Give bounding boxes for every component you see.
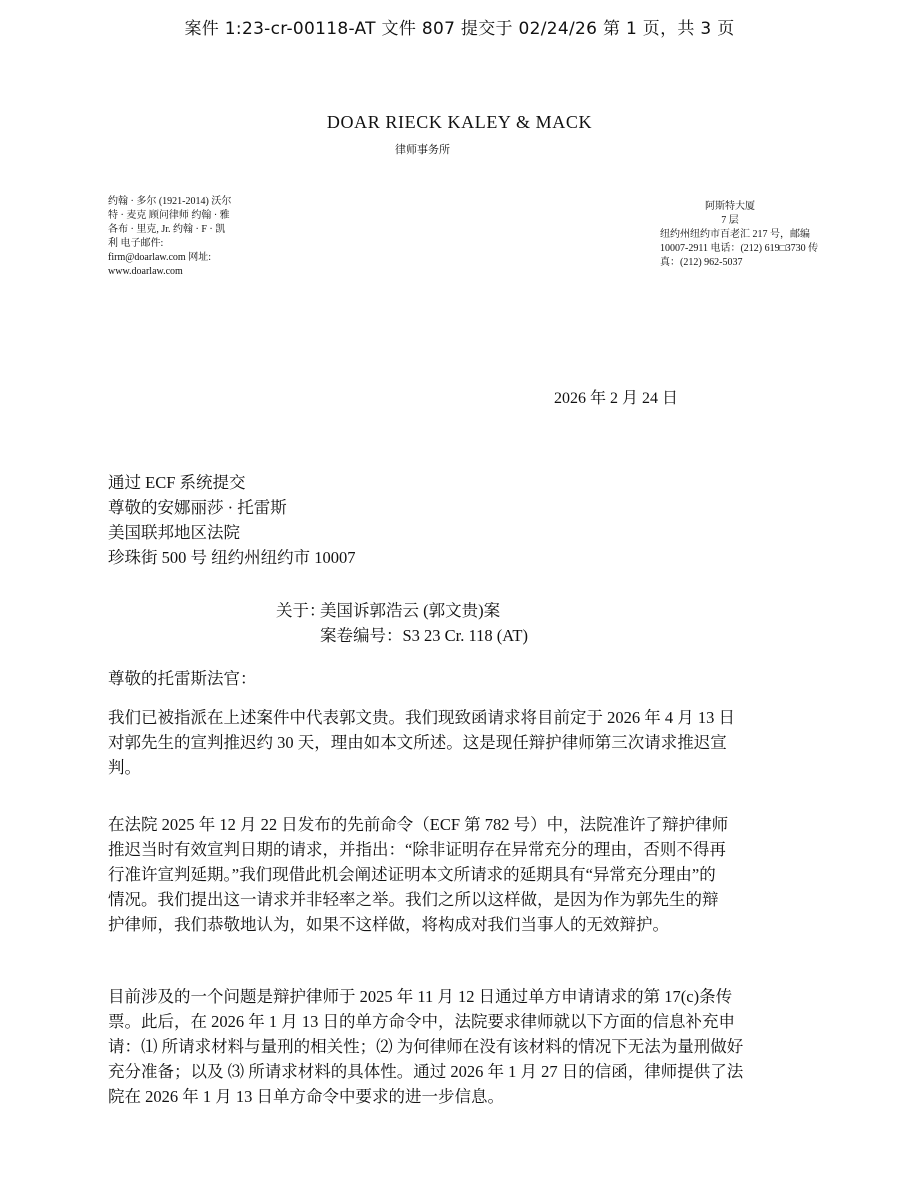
paragraph-line: 推迟当时有效宣判日期的请求，并指出：“除非证明存在异常充分的理由，否则不得再 bbox=[108, 840, 726, 859]
address-line: 美国联邦地区法院 bbox=[108, 523, 240, 542]
paragraph-line: 我们已被指派在上述案件中代表郭文贵。我们现致函请求将目前定于 2026 年 4 月 13 日 bbox=[108, 708, 735, 727]
subject-line bbox=[276, 598, 528, 648]
paragraph-line: 行准许宣判延期。”我们现借此机会阐述证明本文所请求的延期具有“异常充分理由”的 bbox=[108, 865, 716, 884]
letterhead-left-line: 约翰 · 多尔 (1921-2014) 沃尔 bbox=[108, 196, 232, 207]
letterhead-right-line: 真：(212) 962-5037 bbox=[660, 257, 743, 268]
body-paragraph-2 bbox=[108, 812, 818, 937]
letterhead-left-block bbox=[108, 195, 268, 279]
body-paragraph-3 bbox=[108, 984, 818, 1109]
recipient-address bbox=[108, 470, 356, 570]
letter-date: 2026 年 2 月 24 日 bbox=[554, 390, 679, 407]
letterhead-right-line: 阿斯特大厦 bbox=[705, 201, 755, 212]
letterhead-right-block bbox=[660, 200, 860, 270]
letterhead-right-line: 10007-2911 电话：(212) 619□3730 传 bbox=[660, 243, 819, 254]
address-line: 尊敬的安娜丽莎 · 托雷斯 bbox=[108, 498, 287, 517]
paragraph-line: 院在 2026 年 1 月 13 日单方命令中要求的进一步信息。 bbox=[108, 1087, 504, 1106]
paragraph-line: 充分准备；以及 ⑶ 所请求材料的具体性。通过 2026 年 1 月 27 日的信函，律师提供了法 bbox=[108, 1062, 744, 1081]
subject-label: 关于： bbox=[276, 601, 326, 620]
paragraph-line: 目前涉及的一个问题是辩护律师于 2025 年 11 月 12 日通过单方申请请求的第 17(c)条传 bbox=[108, 987, 733, 1006]
court-filing-header: 案件 1:23-cr-00118-AT 文件 807 提交于 02/24/26 第 1 页，共 3 页 bbox=[184, 19, 735, 39]
body-paragraph-1 bbox=[108, 705, 818, 780]
paragraph-line: 情况。我们提出这一请求并非轻率之举。我们之所以这样做，是因为作为郭先生的辩 bbox=[108, 890, 719, 909]
letterhead-left-line: www.doarlaw.com bbox=[108, 266, 183, 277]
case-number: 案卷编号：S3 23 Cr. 118 (AT) bbox=[320, 626, 528, 645]
address-line: 通过 ECF 系统提交 bbox=[108, 473, 246, 492]
paragraph-line: 护律师，我们恭敬地认为，如果不这样做，将构成对我们当事人的无效辩护。 bbox=[108, 915, 669, 934]
letterhead-right-line: 7 层 bbox=[721, 215, 739, 226]
case-name: 美国诉郭浩云 (郭文贵)案 bbox=[320, 601, 501, 620]
paragraph-line: 在法院 2025 年 12 月 22 日发布的先前命令（ECF 第 782 号）中，法院准许了辩护律师 bbox=[108, 815, 729, 834]
paragraph-line: 票。此后，在 2026 年 1 月 13 日的单方命令中，法院要求律师就以下方面的信息补充申 bbox=[108, 1012, 735, 1031]
firm-subtitle: 律师事务所 bbox=[395, 143, 450, 156]
paragraph-line: 请：⑴ 所请求材料与量刑的相关性；⑵ 为何律师在没有该材料的情况下无法为量刑做好 bbox=[108, 1037, 744, 1056]
address-line: 珍珠街 500 号 纽约州纽约市 10007 bbox=[108, 548, 356, 567]
paragraph-line: 对郭先生的宣判推迟约 30 天，理由如本文所述。这是现任辩护律师第三次请求推迟宣 bbox=[108, 733, 727, 752]
letterhead-left-line: 利 电子邮件: bbox=[108, 238, 164, 249]
salutation: 尊敬的托雷斯法官： bbox=[108, 669, 257, 688]
letterhead-left-line: 各布 · 里克, Jr. 约翰 · F · 凯 bbox=[108, 224, 226, 235]
letterhead-right-line: 纽约州纽约市百老汇 217 号，邮编 bbox=[660, 229, 810, 240]
letterhead-left-line: firm@doarlaw.com 网址: bbox=[108, 252, 211, 263]
firm-name: DOAR RIECK KALEY & MACK bbox=[326, 112, 593, 132]
paragraph-line: 判。 bbox=[108, 758, 141, 777]
letterhead-left-line: 特 · 麦克 顾问律师 约翰 · 雅 bbox=[108, 210, 230, 221]
